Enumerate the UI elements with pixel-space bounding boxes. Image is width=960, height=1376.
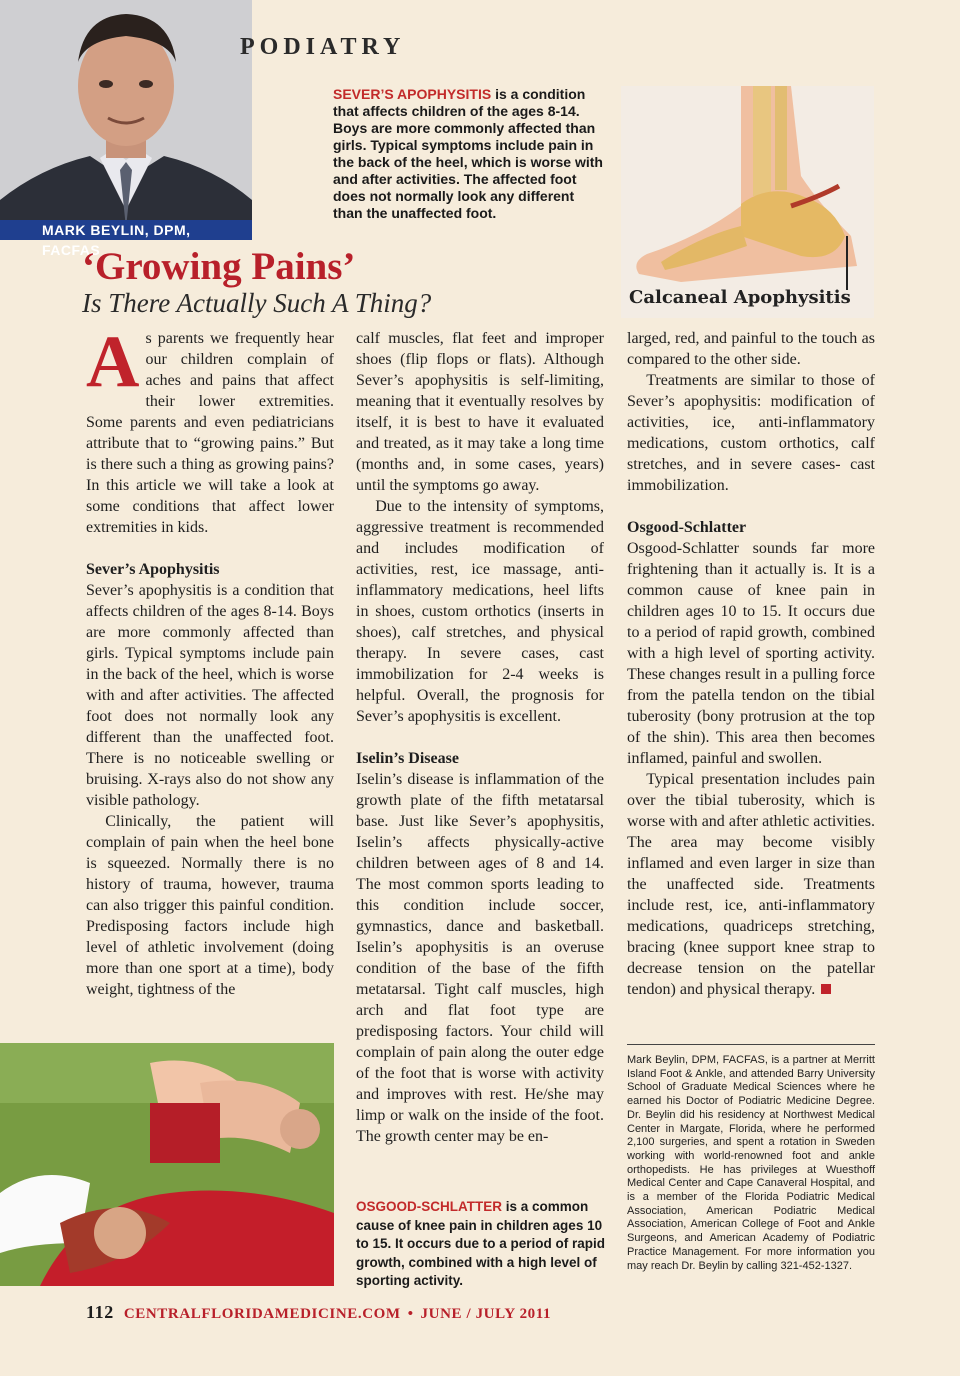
page-number: 112 bbox=[86, 1302, 114, 1322]
article-column-1 bbox=[86, 321, 334, 1000]
subhead: Is There Actually Such A Thing? bbox=[82, 288, 432, 318]
paragraph: Clinically, the patient will complain of pain when the heel bone is squeezed. Normally there is no history of trauma, however, trauma can also trigger this painful condition. Predisposing factors include high level of athletic involvement (doing more than one sport at a time), body weight, tightness of the bbox=[86, 813, 334, 998]
author-portrait-illustration bbox=[0, 0, 252, 240]
paragraph: Due to the intensity of symptoms, aggressive treatment is recommended and includes modification of activities, rest, ice massage, anti-inflammatory medications, heel lifts in shoes, custom orthotics (inserts in shoes), calf stretches, and physical therapy. In severe cases, cast immobilization for 2-4 weeks is helpful. Overall, the prognosis for Sever’s apophysitis is excellent. bbox=[356, 498, 604, 725]
author-photo bbox=[0, 0, 252, 240]
intro-paragraph: s parents we frequently hear our children complain of aches and pains that affect their lower extremities. Some parents and even pediatricians attribute that to “growing pains.” But is there such a thing as growing pains? In this article we will take a look at some conditions that affect lower extremities in kids. bbox=[86, 330, 334, 536]
pullquote-bottom bbox=[356, 1198, 606, 1291]
injured-player-illustration bbox=[0, 1043, 334, 1286]
heel-anatomy-illustration bbox=[621, 86, 874, 318]
pullquote-top-lead: SEVER’S APOPHYSITIS bbox=[333, 86, 492, 102]
paragraph: larged, red, and painful to the touch as compared to the other side. bbox=[627, 330, 875, 368]
footer-bullet: • bbox=[407, 1306, 414, 1322]
paragraph: calf muscles, flat feet and improper shoes (flip flops or flats). Although Sever’s apophysitis is self-limiting, meaning that it eventually resolves by itself, it is best to have it evaluated and treated, as it may take a long time (months and, in some cases, years) until the symptoms go away. bbox=[356, 330, 604, 494]
bio-divider bbox=[627, 1044, 875, 1045]
page-footer bbox=[86, 1302, 551, 1323]
pullquote-bottom-text: is a common cause of knee pain in children ages 10 to 15. It occurs due to a period of rapid growth, combined with a high level of sporting activity. bbox=[356, 1199, 606, 1288]
pullquote-top bbox=[333, 86, 603, 222]
drop-cap: A bbox=[86, 321, 140, 403]
calcaneal-apophysitis-figure bbox=[621, 86, 874, 318]
subheading-iselins: Iselin’s Disease bbox=[356, 750, 459, 767]
article-column-3 bbox=[627, 328, 875, 1000]
footer-issue: JUNE / JULY 2011 bbox=[420, 1306, 552, 1322]
paragraph: Osgood-Schlatter sounds far more frightening than it actually is. It is a common cause of knee pain in children ages 10 to 15. It occurs due to a period of rapid growth, combined with a high level of sporting activity. These changes result in a pulling force from the patella tendon on the tibial tuberosity (bony protrusion at the top of the shin). This area then becomes inflamed, painful and swollen. bbox=[627, 540, 875, 767]
headline: ‘Growing Pains’ bbox=[82, 245, 356, 288]
author-bio: Mark Beylin, DPM, FACFAS, is a partner at Merritt Island Foot & Ankle, and attended Barry University School of Graduate Medical Sciences where he earned his Doctor of Podiatric Medicine Degree. Dr. Beylin did his residency at Northwest Medical Center in Margate, Florida, where he performed 2,100 surgeries, and spent a rotation in Sweden working with world-renowned foot and ankle orthopedists. He has privileges at Wuesthoff Medical Center and Cape Canaveral Hospital, and is a member of the Florida Podiatric Medical Association, American Podiatric Medical Association, American College of Foot and Ankle Surgeons, and American Academy of Podiatric Practice Management. For more information you may reach Dr. Beylin by calling 321-452-1327. bbox=[627, 1054, 875, 1272]
figure-caption: Calcaneal Apophysitis bbox=[629, 287, 851, 308]
paragraph: Typical presentation includes pain over the tibial tuberosity, which is worse with and after athletic activities. The area may become visibly inflamed and even larger in size than the unaffected side. Treatments include rest, ice, anti-inflammatory medications, quadriceps stretching, bracing (knee support knee strap to decrease tension on the patellar tendon) and physical therapy. bbox=[627, 771, 875, 998]
subheading-osgood: Osgood-Schlatter bbox=[627, 519, 747, 536]
author-name-bar: MARK BEYLIN, DPM, FACFAS bbox=[0, 220, 252, 240]
pullquote-bottom-lead: OSGOOD-SCHLATTER bbox=[356, 1199, 502, 1214]
subheading-severs: Sever’s Apophysitis bbox=[86, 561, 220, 578]
paragraph: Sever’s apophysitis is a condition that affects children of the ages 8-14. Boys are more commonly affected than girls. Typical symptoms include pain in the back of the heel, which is worse with and after activities. The affected foot does not normally look any different than the unaffected foot. There is no noticeable swelling or bruising. X-rays also do not show any visible pathology. bbox=[86, 582, 334, 809]
footer-site: CENTRALFLORIDAMEDICINE.COM bbox=[123, 1306, 401, 1322]
section-label: PODIATRY bbox=[240, 34, 406, 60]
end-of-article-square-icon bbox=[821, 984, 831, 994]
soccer-player-photo bbox=[0, 1043, 334, 1286]
pullquote-top-text: is a condition that affects children of the ages 8-14. Boys are more commonly affected than girls. Typical symptoms include pain in the back of the heel, which is worse with and after activities. The affected foot does not normally look any different than the unaffected foot. bbox=[333, 86, 603, 221]
paragraph: Treatments are similar to those of Sever’s apophysitis: modification of activities, ice, anti-inflammatory medications, custom orthotics, calf stretches, and in severe cases- cast immobilization. bbox=[627, 372, 875, 494]
paragraph: Iselin’s disease is inflammation of the growth plate of the fifth metatarsal base. Just like Sever’s apophysitis, Iselin’s affects physically-active children between ages of 8 and 14. The most common sports leading to this condition include soccer, gymnastics, dance and basketball. Iselin’s apophysitis is an overuse condition of the base of the fifth metatarsal. Tight calf muscles, high arch and flat foot type are predisposing factors. Your child will complain of pain along the outer edge of the foot that is worse with activity and improves with rest. He/she may limp or walk on the inside of the foot. The growth center may be en- bbox=[356, 771, 604, 1145]
article-column-2 bbox=[356, 328, 604, 1147]
